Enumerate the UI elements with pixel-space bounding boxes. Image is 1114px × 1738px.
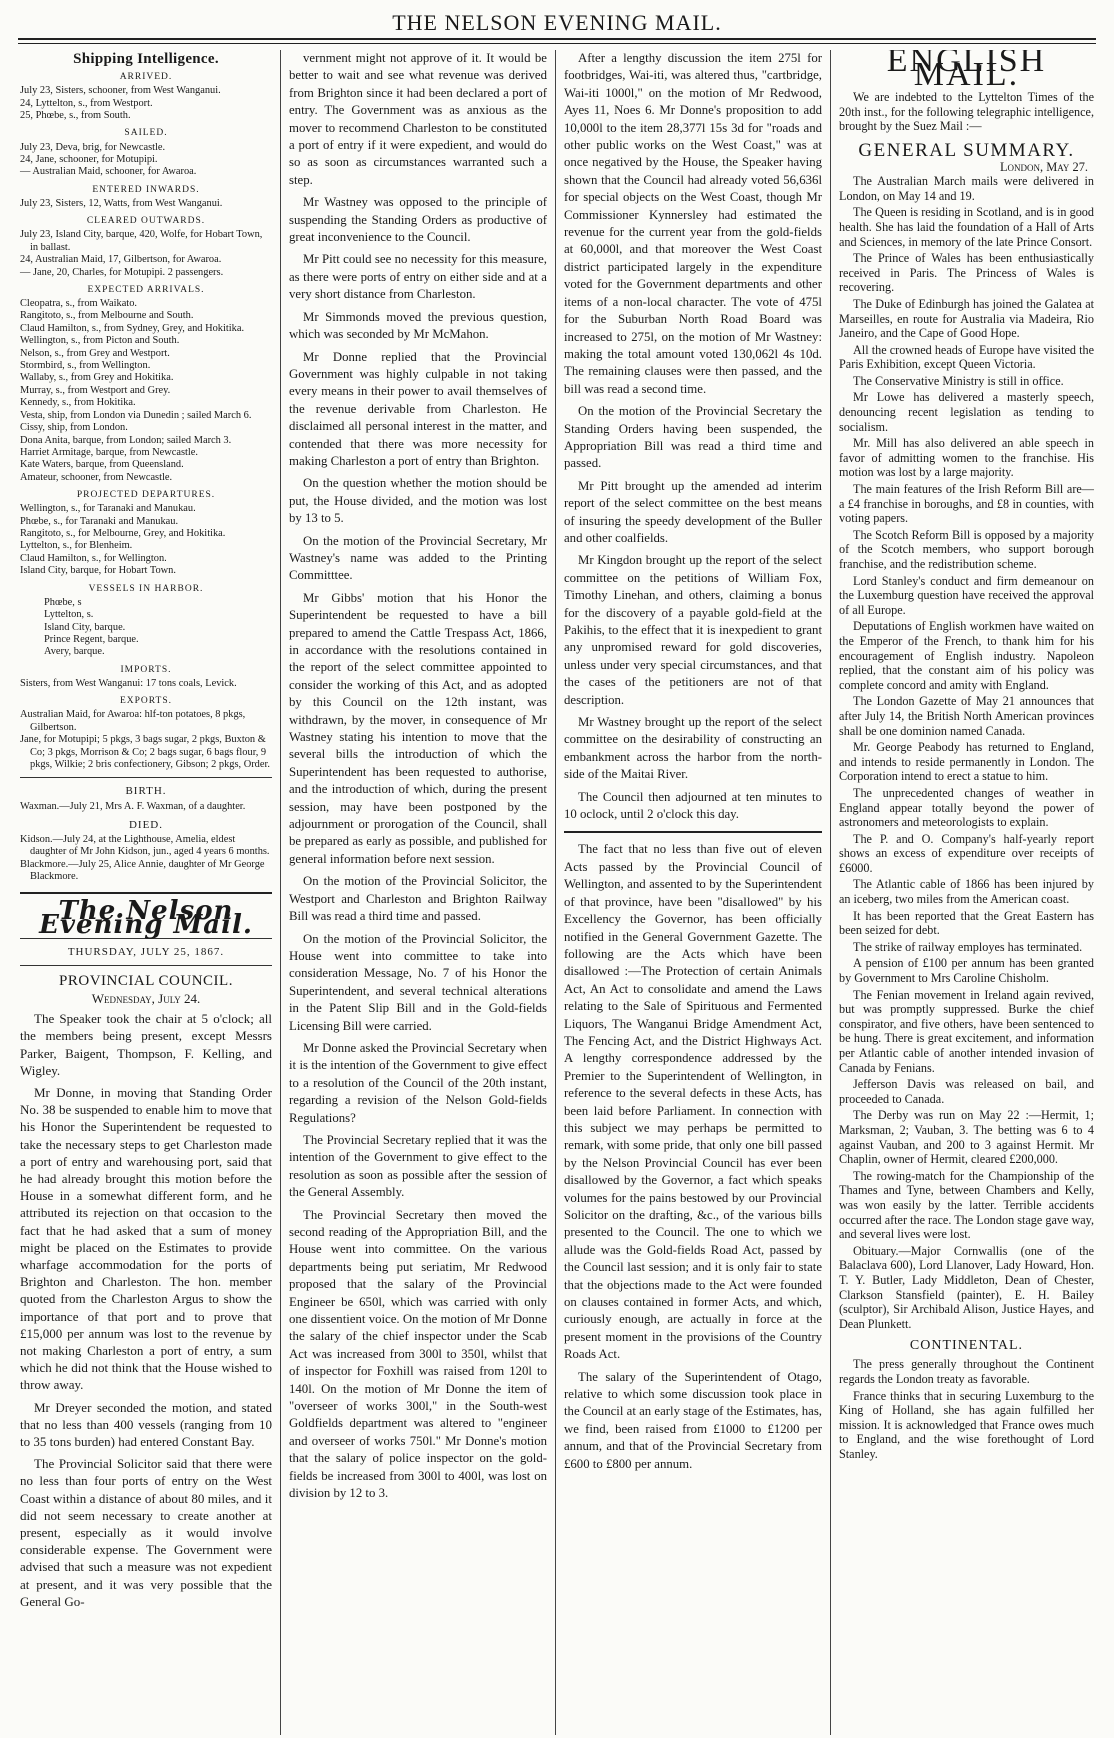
shipping-entry: Murray, s., from Westport and Grey. bbox=[20, 384, 171, 396]
divider bbox=[564, 831, 822, 833]
birth-title: BIRTH. bbox=[125, 785, 167, 798]
shipping-entry: July 23, Island City, barque, 420, Wolfe, for Hobart Town, in ballast. bbox=[20, 229, 263, 253]
editorial-paragraph: The salary of the Superintendent of Otago, relative to which some discussion took place in the Council at an early stage of the Estimates, has, we find, been raised from £1000 to £1200 per annum, and that of the Provincial Secretary from £600 to £800 per annum. bbox=[564, 1369, 822, 1471]
news-item: The P. and O. Company's half-yearly report shows an excess of expenditure over receipts of £6000. bbox=[839, 831, 1094, 875]
news-item: The Prince of Wales has been enthusiastically received in Paris. The Princess of Wales is recovering. bbox=[839, 251, 1094, 295]
council-text-col1 bbox=[20, 1010, 272, 1610]
continental-heading: CONTINENTAL. bbox=[909, 1338, 1024, 1354]
article-paragraph: Mr Dreyer seconded the motion, and stated that no less than 400 vessels (ranging from 10 to 35 tons burden) had entered Constant Bay. bbox=[20, 1399, 272, 1449]
council-weekday: Wednesday, July 24. bbox=[91, 991, 201, 1006]
article-paragraph: On the question whether the motion should be put, the House divided, and the motion was lost by 13 to 5. bbox=[289, 476, 547, 526]
death-notice: Blackmore.—July 25, Alice Annie, daughter of Mr George Blackmore. bbox=[20, 858, 265, 883]
news-item: It has been reported that the Great Eastern has been seized for debt. bbox=[839, 908, 1094, 938]
english-mail-text bbox=[839, 174, 1094, 1331]
news-item: The Scotch Reform Bill is opposed by a majority of the Scotch members, who support borough franchise, and the redistribution scheme. bbox=[839, 527, 1094, 571]
article-paragraph: Mr Pitt could see no necessity for this measure, as there were ports of entry on either side and at a very short distance from Charleston. bbox=[289, 252, 547, 302]
shipping-entry: July 23, Deva, brig, for Newcastle. bbox=[20, 141, 166, 153]
article-paragraph: Mr Donne asked the Provincial Secretary when it is the intention of the Government to give effect to a resolution of the Council of the 20th instant, regarding a revision of the Nelson Gold-fields Regulations? bbox=[289, 1040, 547, 1125]
article-paragraph: On the motion of the Provincial Secretary, Mr Wastney's name was added to the Printing Committtee. bbox=[289, 533, 547, 583]
english-mail-intro: We are indebted to the Lyttelton Times of the 20th inst., for the following telegraphic intelligence, brought by the Suez Mail :— bbox=[839, 90, 1094, 134]
news-item: Obituary.—Major Cornwallis (one of the Balaclava 600), Lord Llanover, Lady Howard, Hon. T. Y. Butler, Lady Middleton, Dean of Chester, Clarkson Stansfield (painter), E. H. Bailey (sculptor), Sir Archibald Alison, Justice Hayes, and Dean Plunkett. bbox=[839, 1243, 1094, 1331]
divider bbox=[20, 892, 272, 894]
article-paragraph: Mr Wastney was opposed to the principle of suspending the Standing Orders as productive of great inconvenience to the Council. bbox=[289, 195, 547, 245]
news-item: Lord Stanley's conduct and firm demeanour on the Luxemburg question have received the approval of all Europe. bbox=[839, 573, 1094, 617]
column-2 bbox=[280, 50, 555, 1735]
shipping-section-title: EXPECTED ARRIVALS. bbox=[87, 284, 205, 295]
dateline: THURSDAY, JULY 25, 1867. bbox=[67, 945, 225, 958]
article-paragraph: After a lengthy discussion the item 275l for footbridges, Wai-iti, was altered thus, "cartbridge, Wai-iti 1000l," on the motion of Mr Redwood, Ayes 11, Noes 6. Mr Donne's proposition to add 10,000l to the item 28,377l 15s 3d for "roads and other public works on the West Coast," was at once negatived by the House, the Speaker having shown that the Council had already voted 56,636l for special objects on the West Coast, though Mr Commissioner Kynnersley had estimated the revenue for the current year from the gold-fields at 60,000l, and that moreover the West Coast district participated largely in the expenditure voted for the Government departments and other items of a non-local character. The vote of 475l for the Suburban North Road Board was increased to 275l, on the motion of Mr Wastney: making the total amount voted 130,062l 4s 10d. The remaining clauses were then passed, and the bill was read a second time. bbox=[564, 51, 822, 396]
news-item: The unprecedented changes of weather in England appear totally beyond the power of astronomers and meteorologists to explain. bbox=[839, 785, 1094, 830]
shipping-section-title: SAILED. bbox=[124, 128, 168, 139]
shipping-entry: 25, Phœbe, s., from South. bbox=[20, 110, 131, 121]
news-item: Mr Lowe has delivered a masterly speech, denouncing recent legislation as tending to socialism. bbox=[839, 390, 1094, 434]
news-item: The main features of the Irish Reform Bill are—a £4 franchise in boroughs, and £8 in counties, with voting papers. bbox=[839, 482, 1094, 526]
shipping-entry: Claud Hamilton, s., for Wellington. bbox=[20, 552, 167, 564]
divider bbox=[20, 777, 272, 778]
council-heading: PROVINCIAL COUNCIL. bbox=[59, 972, 233, 989]
shipping-section-title: PROJECTED DEPARTURES. bbox=[76, 490, 216, 501]
news-item: The London Gazette of May 21 announces that after July 14, the British North American provinces shall be one dominion named Canada. bbox=[839, 694, 1094, 738]
harbor-title: VESSELS IN HARBOR. bbox=[88, 583, 204, 594]
shipping-entry: Amateur, schooner, from Newcastle. bbox=[20, 471, 173, 483]
news-item: Mr. Mill has also delivered an able speech in favor of admitting women to the franchise. His motion was lost by a large majority. bbox=[839, 436, 1094, 480]
masthead: THE NELSON EVENING MAIL. bbox=[392, 10, 722, 35]
news-item: The Derby was run on May 22 :—Hermit, 1; Marksman, 2; Vauban, 3. The betting was 6 to 4 against Vauban, and 200 to 3 against Hermit. Mr Chaplin, owner of Hermit, cleared £200,000. bbox=[839, 1108, 1094, 1167]
column-1 bbox=[18, 50, 280, 1735]
shipping-entry: Lyttelton, s., for Blenheim. bbox=[20, 540, 133, 552]
council-text-col2 bbox=[289, 50, 547, 1503]
shipping-entry: Claud Hamilton, s., from Sydney, Grey, and Hokitika. bbox=[20, 322, 245, 334]
english-mail-title: ENGLISH MAIL. bbox=[886, 50, 1047, 94]
news-item: Deputations of English workmen have waited on the Emperor of the French, to thank him for his encouragement of English industry. Napoleon replied, that the constant aim of his policy was complete concord and amity with England. bbox=[839, 619, 1094, 692]
news-item: The strike of railway employes has terminated. bbox=[853, 939, 1083, 954]
birth-notice: Waxman.—July 21, Mrs A. F. Waxman, of a daughter. bbox=[20, 800, 246, 812]
article-paragraph: The Provincial Secretary replied that it was the intention of the Government to give effect to the resolution as soon as possible after the session of the General Assembly. bbox=[289, 1132, 547, 1200]
article-paragraph: Mr Donne, in moving that Standing Order No. 38 be suspended to enable him to move that his Honor the Superintendent be requested to take the necessary steps to get Charleston made a port of entry and warehousing port, said that he had already brought this motion before the House in a somewhat different form, and he attributed its rejection on that occasion to the fact that he had asked that a sum of money might be placed on the Estimates to provide wharfage accommodation for the ports of Brighton and Charleston. The hon. member quoted from the Charleston Argus to show the importance of that port and to prove that £15,000 per annum was lost to the revenue by not making Charleston a port of entry, a sum which he did not think that the House wished to throw away. bbox=[20, 1084, 272, 1393]
paper-title: The Nelson Evening Mail. bbox=[39, 895, 253, 940]
news-item: All the crowned heads of Europe have visited the Paris Exhibition, except Queen Victoria. bbox=[839, 342, 1094, 372]
shipping-entry: Cleopatra, s., from Waikato. bbox=[20, 298, 137, 310]
news-item: The Conservative Ministry is still in office. bbox=[853, 373, 1064, 388]
shipping-entry: Phœbe, s., for Taranaki and Manukau. bbox=[20, 515, 179, 527]
shipping-entry: 24, Australian Maid, 17, Gilbertson, for Awaroa. bbox=[20, 254, 222, 266]
imports-list bbox=[20, 678, 272, 690]
shipping-entry: Rangitoto, s., for Melbourne, Grey, and Hokitika. bbox=[20, 528, 226, 540]
article-paragraph: The Provincial Secretary then moved the second reading of the Appropriation Bill, and the House went into committee. On the various departments being put seriatim, Mr Redwood proposed that the salary of the Provincial Engineer be 650l, which was carried with only one dissentient voice. On the motion of Mr Donne the salary of the chief inspector under the Scab Act was increased from 300l to 350l, whilst that of inspector for Foxhill was raised from 120l to 140l. On the motion of Mr Donne the item of "overseer of works 300l," in the South-west Goldfields department was altered to "engineer and overseer of works 750l." Mr Donne's motion that the salary of police inspector on the gold-fields be increased from 300l to 400l, was lost on division by 12 to 3. bbox=[289, 1207, 547, 1501]
news-item: The rowing-match for the Championship of the Thames and Tyne, between Chambers and Kelly, was won easily by the latter. Terrible accidents occurred after the race. The London stage gave way, and several lives were lost. bbox=[839, 1168, 1094, 1242]
continental-text bbox=[839, 1357, 1094, 1461]
death-notice: Kidson.—July 24, at the Lighthouse, Amelia, eldest daughter of Mr John Kidson, jun., aged 4 years 6 months. bbox=[20, 834, 270, 858]
shipping-section-title: ARRIVED. bbox=[119, 72, 173, 83]
exports-list bbox=[20, 709, 272, 771]
shipping-entry: Wallaby, s., from Grey and Hokitika. bbox=[20, 372, 174, 384]
shipping-entry: — Jane, 20, Charles, for Motupipi. 2 passengers. bbox=[20, 266, 224, 278]
shipping-sections bbox=[20, 70, 272, 578]
shipping-entry: Island City, barque, for Hobart Town. bbox=[20, 565, 176, 577]
shipping-entry: 24, Jane, schooner, for Motupipi. bbox=[20, 153, 158, 165]
article-paragraph: Mr Pitt brought up the amended ad interim report of the select committee on the best means of insuring the speedy development of the Buller and other coalfields. bbox=[564, 478, 822, 545]
article-paragraph: The Provincial Solicitor said that there were no less than four ports of entry on the West Coast within a distance of about 80 miles, and it did not seem necessary to create another at present, especially as it would involve considerable expense. The Government were advised that such a measure was not expedient at present, and it was very possible that the General Go- bbox=[20, 1456, 272, 1609]
news-item: The Australian March mails were delivered in London, on May 14 and 19. bbox=[839, 174, 1094, 203]
news-item: A pension of £100 per annum has been granted by Government to Mrs Caroline Chisholm. bbox=[839, 956, 1094, 986]
died-list bbox=[20, 834, 272, 884]
divider bbox=[20, 965, 272, 966]
shipping-entry: Dona Anita, barque, from London; sailed March 3. bbox=[20, 434, 232, 446]
general-summary-heading: GENERAL SUMMARY. bbox=[858, 139, 1075, 161]
died-title: DIED. bbox=[128, 818, 164, 831]
shipping-section-title: CLEARED OUTWARDS. bbox=[86, 216, 206, 227]
shipping-entry: Stormbird, s., from Wellington. bbox=[20, 360, 151, 372]
masthead-rule bbox=[18, 38, 1096, 44]
shipping-entry: July 23, Sisters, 12, Watts, from West Wanganui. bbox=[20, 197, 223, 209]
harbor-list bbox=[20, 597, 272, 659]
column-3 bbox=[555, 50, 830, 1735]
harbor-entry: Lyttelton, s. bbox=[44, 609, 94, 621]
shipping-entry: 24, Lyttelton, s., from Westport. bbox=[20, 97, 153, 109]
article-paragraph: Mr Simmonds moved the previous question, which was seconded by Mr McMahon. bbox=[289, 309, 547, 342]
shipping-entry: Cissy, ship, from London. bbox=[20, 422, 128, 434]
shipping-entry: Harriet Armitage, barque, from Newcastle. bbox=[20, 446, 199, 458]
editorial-text bbox=[564, 841, 822, 1473]
shipping-entry: Vesta, ship, from London via Dunedin ; sailed March 6. bbox=[20, 409, 252, 421]
shipping-entry: July 23, Sisters, schooner, from West Wanganui. bbox=[20, 85, 221, 97]
column-4 bbox=[830, 50, 1096, 1735]
news-item: The press generally throughout the Continent regards the London treaty as favorable. bbox=[839, 1357, 1094, 1386]
news-item: The Queen is residing in Scotland, and is in good health. She has laid the foundation of a Hall of Arts and Sciences, in memory of the late Prince Consort. bbox=[839, 205, 1094, 249]
export-entry: Jane, for Motupipi; 5 pkgs, 3 bags sugar, 2 pkgs, Buxton & Co; 3 pkgs, Morrison & Co; 2 bags sugar, 6 bags flour, 9 pkgs, Wilkie; 2 bris confectionery, Gibson; 2 pkgs, Order. bbox=[20, 734, 270, 770]
news-item: The Duke of Edinburgh has joined the Galatea at Marseilles, en route for Australia via Madeira, Rio Janeiro, and the Cape of Good Hope. bbox=[839, 296, 1094, 341]
imports-title: IMPORTS. bbox=[120, 664, 172, 675]
harbor-entry: Phœbe, s bbox=[44, 596, 82, 608]
article-paragraph: The Speaker took the chair at 5 o'clock; all the members being present, except Messrs Parker, Baigent, Thompson, F. Kelling, and Wigley. bbox=[20, 1011, 272, 1078]
shipping-entry: Kate Waters, barque, from Queensland. bbox=[20, 459, 184, 471]
news-item: Mr. George Peabody has returned to England, and intends to reside permanently in London. The Corporation intend to erect a statue to him. bbox=[839, 740, 1094, 784]
harbor-entry: Island City, barque. bbox=[44, 621, 126, 633]
london-dateline: London, May 27. bbox=[999, 160, 1088, 175]
columns bbox=[18, 50, 1096, 1735]
article-paragraph: On the motion of the Provincial Secretary the Standing Orders having been suspended, the Appropriation Bill was read a third time and passed. bbox=[564, 404, 822, 471]
shipping-entry: Wellington, s., from Picton and South. bbox=[20, 335, 180, 347]
article-paragraph: Mr Wastney brought up the report of the select committee on the desirability of constructing an embankment across the harbor from the north-side of the Maitai River. bbox=[564, 715, 822, 782]
export-entry: Australian Maid, for Awaroa: hlf-ton potatoes, 8 pkgs, Gilbertson. bbox=[20, 709, 246, 733]
shipping-entry: Kennedy, s., from Hokitika. bbox=[20, 397, 136, 409]
article-paragraph: Mr Donne replied that the Provincial Government was highly culpable in not taking every means in their power to avail themselves of the revenue derivable from Charleston. He disclaimed all personal interest in the matter, and contended that there was more necessity for making Charleston a port of entry than Brighton. bbox=[289, 349, 547, 468]
shipping-section-title: ENTERED INWARDS. bbox=[92, 184, 200, 195]
shipping-entry: Wellington, s., for Taranaki and Manukau. bbox=[20, 503, 196, 515]
article-paragraph: On the motion of the Provincial Solicitor, the House went into committee to take into consideration Message, No. 7 of his Honor the Superintendent, and several technical alterations in the Patent Slip Bill and in the Gold-fields Licensing Bill were carried. bbox=[289, 931, 547, 1033]
article-paragraph: vernment might not approve of it. It would be better to wait and see what revenue was derived from Brighton since it had been declared a port of entry. The Government was as anxious as the mover to recommend Charleston to be constituted a port of entry if it were expedient, and would do so as soon as circumstances warranted such a step. bbox=[289, 51, 547, 187]
editorial-paragraph: The fact that no less than five out of eleven Acts passed by the Provincial Council of Wellington, and assented to by the Superintendent of that province, have been "disallowed" by his Excellency the Governor, has been officially notified in the General Government Gazette. The following are the Acts which have been disallowed :—The Protection of certain Animals Act, An Act to consolidate and amend the Laws relating to the Sale of Spirituous and Fermented Liquors, The Wanganui Bridge Amendment Act, The Fencing Act, and the District Highways Act. A lengthy correspondence addressed by the Premier to the Superintendent of Wellington, in reference to the several defects in these Acts, has been laid before Parliament. In connection with this subject we may perhaps be permitted to remark, with some pride, that only one bill passed by the Nelson Provincial Council has ever been disallowed by the Governor, a fact which speaks volumes for the pains bestowed by our Provincial Solicitor on the drafting, &c., of the various bills presented to the Council. The one to which we allude was the Gold-fields Road Act, passed by the Council last session; and it is only fair to state that the objections made to the Act were founded on clauses contained in former Acts, and which, curiously enough, are actually in force at the present moment in the provisions of the Country Roads Act. bbox=[564, 842, 822, 1362]
shipping-heading: Shipping Intelligence. bbox=[73, 51, 219, 67]
exports-title: EXPORTS. bbox=[119, 696, 173, 707]
council-text-col3 bbox=[564, 50, 822, 823]
shipping-entry: Rangitoto, s., from Melbourne and South. bbox=[20, 310, 194, 322]
harbor-entry: Avery, barque. bbox=[44, 646, 105, 658]
news-item: The Atlantic cable of 1866 has been injured by an iceberg, two miles from the American coast. bbox=[839, 877, 1094, 907]
news-item: The Fenian movement in Ireland again revived, but was promptly suppressed. Burke the chief conspirator, and five others, have been sentenced to be hung. There is great excitement, and information per Atlantic cable of another intended invasion of Canada by Fenians. bbox=[839, 987, 1094, 1075]
shipping-entry: — Australian Maid, schooner, for Awaroa. bbox=[20, 166, 197, 178]
article-paragraph: On the motion of the Provincial Solicitor, the Westport and Charleston and Brighton Railway Bill was read a third time and passed. bbox=[289, 874, 547, 924]
import-entry: Sisters, from West Wanganui: 17 tons coals, Levick. bbox=[20, 677, 237, 689]
article-paragraph: Mr Kingdon brought up the report of the select committee on the petitions of William Fox, Timothy Linehan, and others, claiming a bonus for the discovery of a payable gold-field at the Pakihis, to the effect that it is inexpedient to grant any unpromised reward for gold discoveries, unless under very special circumstances, and that the cases of the petitioners are not of that description. bbox=[564, 553, 822, 707]
shipping-entry: Nelson, s., from Grey and Westport. bbox=[20, 347, 170, 359]
news-item: France thinks that in securing Luxemburg to the King of Holland, she has again fulfilled her mission. It is acknowledged that France owes much to England, and the wise forethought of Lord Stanley. bbox=[839, 1388, 1094, 1461]
article-paragraph: Mr Gibbs' motion that his Honor the Superintendent be requested to have a bill prepared to amend the Cattle Trespass Act, 1866, in accordance with the resolutions contained in the report of the select committee appointed to consider the working of this Act, and as adopted by this Council on the 12th instant, was withdrawn, by the mover, in consequence of Mr Wastney stating his intention to move that the several bills the introduction of which the Superintendent has been requested to authorise, and the introduction of which, during the present session, may have been postponed by the adjournment or prorogation of the Council, shall be prepared as early as possible, and published for general information before next session. bbox=[289, 590, 547, 866]
harbor-entry: Prince Regent, barque. bbox=[44, 633, 139, 645]
article-paragraph: The Council then adjourned at ten minutes to 10 oclock, until 2 o'clock this day. bbox=[564, 789, 822, 822]
news-item: Jefferson Davis was released on bail, and proceeded to Canada. bbox=[839, 1077, 1094, 1106]
